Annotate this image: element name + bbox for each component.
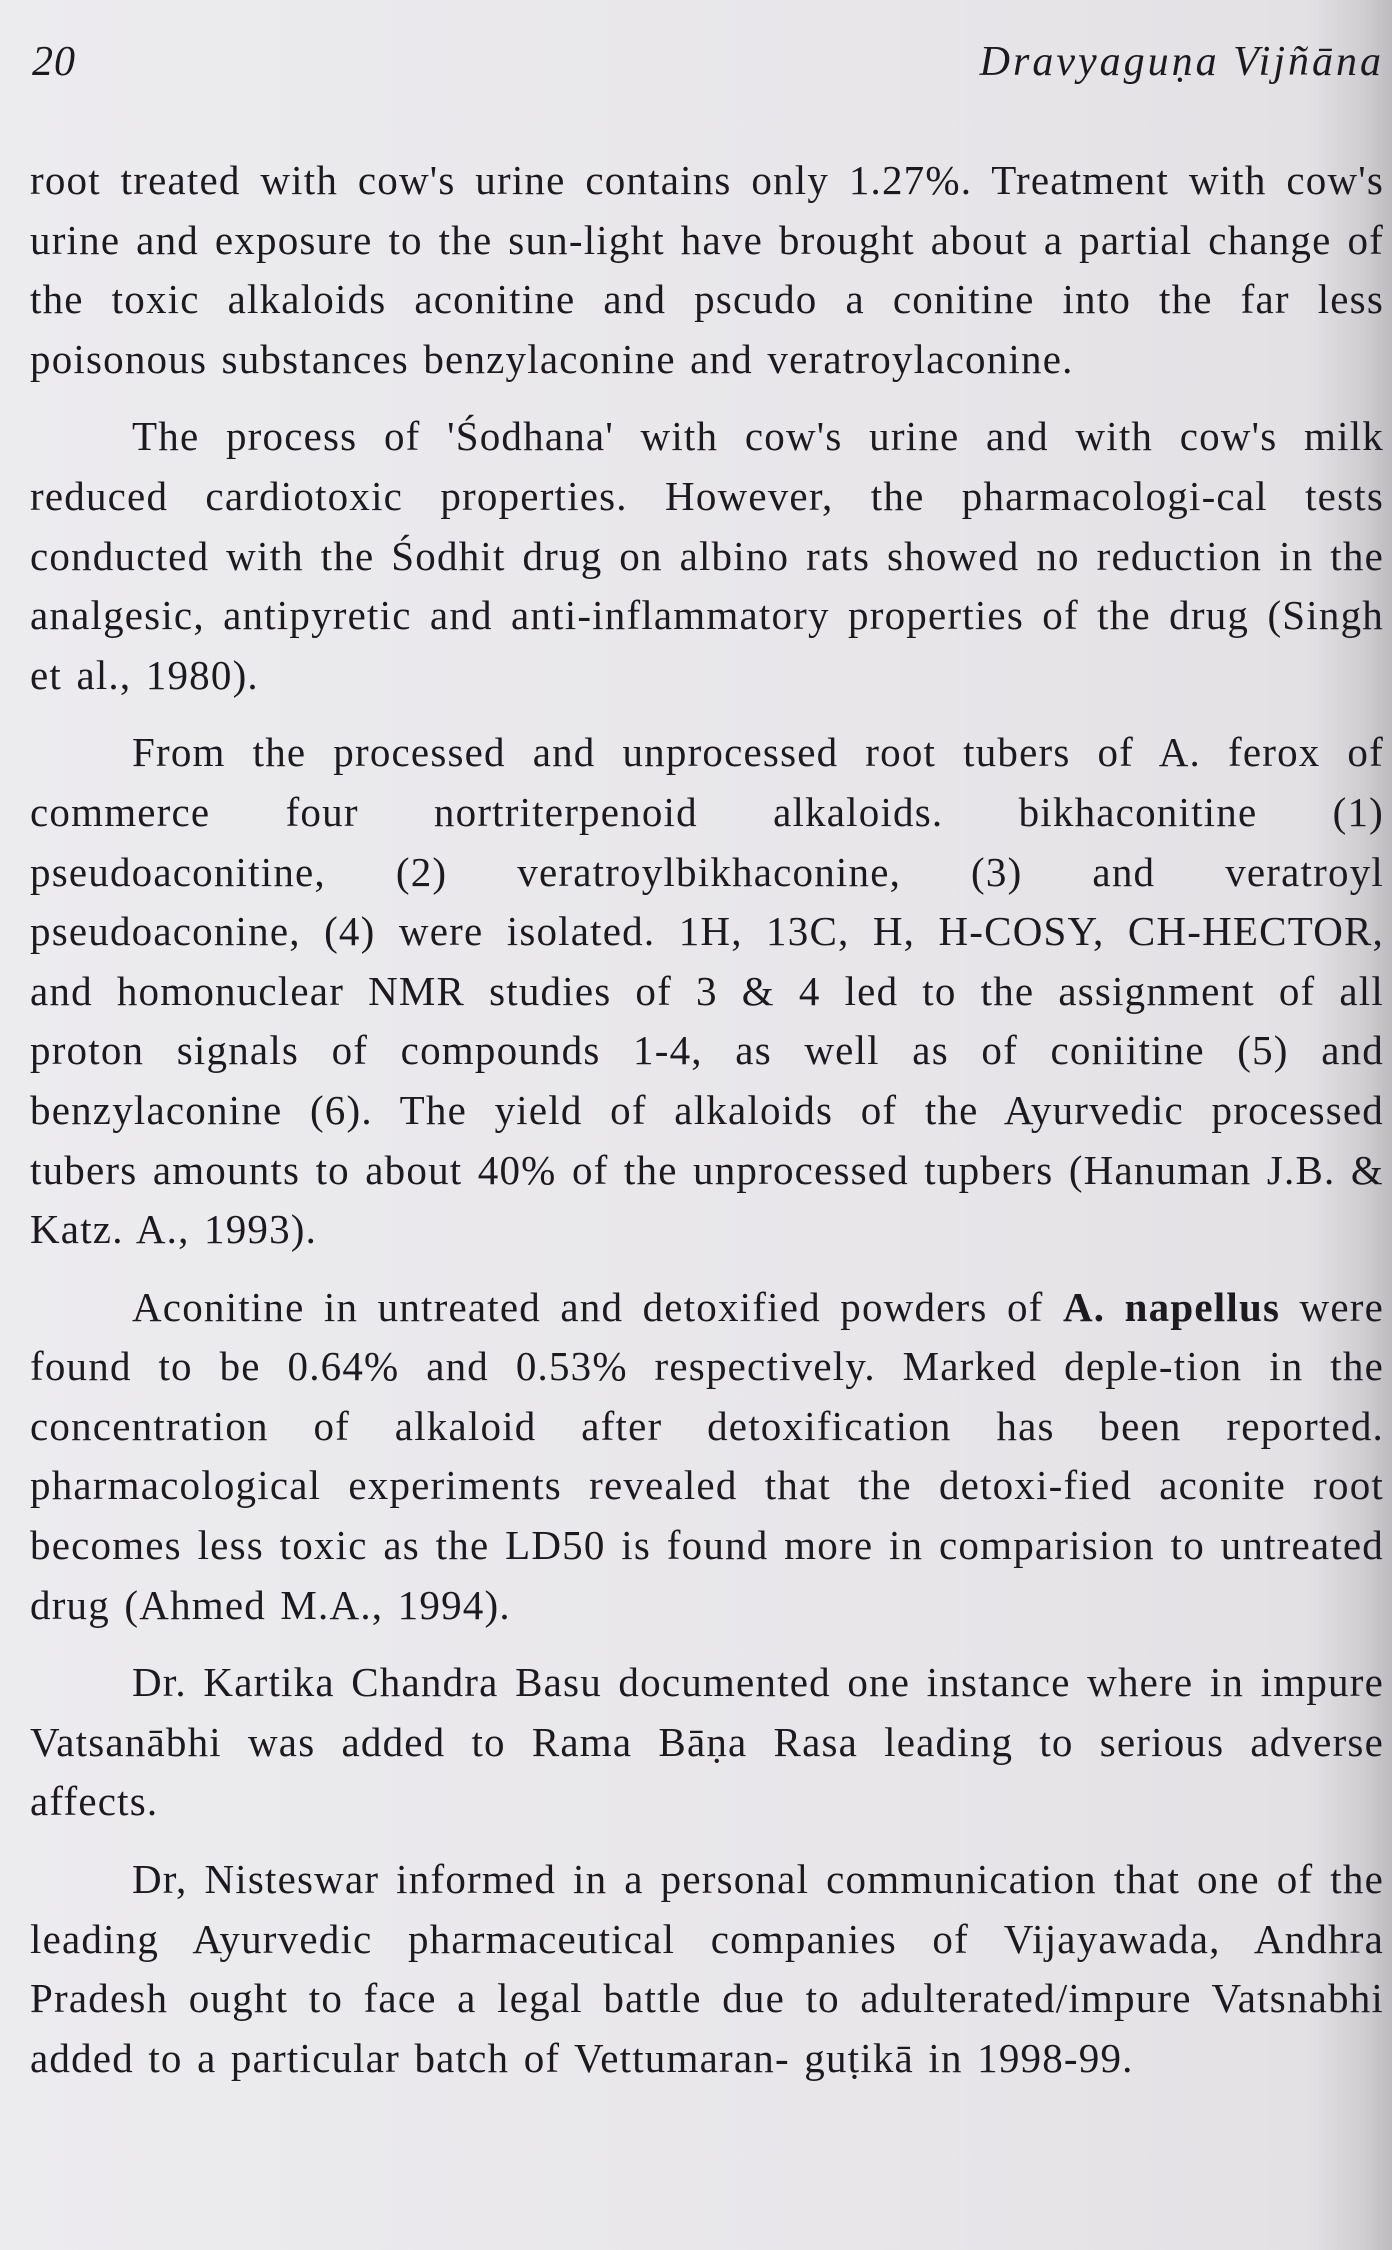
paragraph-5: Dr. Kartika Chandra Basu documented one instance where in impure Vatsanābhi was added to Rama Bāṇa Rasa leading to serious adverse affects. (30, 1659, 1384, 1825)
paragraph-3: From the processed and unprocessed root tubers of A. ferox of commerce four nortriterpenoid alkaloids. bikhaconitine (1) pseudoaconitine, (2) veratroylbikhaconine, (3) and veratroyl pseudoaconine, (4) were isolated. 1H, 13C, H, H-COSY, CH-HECTOR, and homonuclear NMR studies of 3 & 4 led to the assignment of all proton signals of compounds 1-4, as well as of coniitine (5) and benzylaconine (6). The yield of alkaloids of the Ayurvedic processed tubers amounts to about 40% of the unprocessed tupbers (Hanuman J.B. & Katz. A., 1993). (30, 729, 1384, 1253)
paragraph-4-lead: Aconitine in untreated and detoxified powders of (132, 1283, 1063, 1330)
paragraph-2: The process of 'Śodhana' with cow's urine and with cow's milk reduced cardiotoxic properties. However, the pharmacologi-cal tests conducted with the Śodhit drug on albino rats showed no reduction in the analgesic, antipyretic and anti-inflammatory properties of the drug (Singh et al., 1980). (30, 413, 1384, 698)
book-title: Dravyaguṇa Vijñāna (979, 39, 1384, 85)
paragraph-4-rest: were found to be 0.64% and 0.53% respectively. Marked deple-tion in the concentration of alkaloid after detoxification has been reported. pharmacological experiments revealed that the detoxi-fied aconite root becomes less toxic as the LD50 is found more in comparision to untreated drug (Ahmed M.A., 1994). (30, 1283, 1384, 1628)
species-name: A. napellus (1062, 1283, 1281, 1330)
paragraph-4 (30, 1278, 1384, 1636)
paragraph-1: root treated with cow's urine contains only 1.27%. Treatment with cow's urine and exposure to the sun-light have brought about a partial change of the toxic alkaloids aconitine and pscudo a conitine into the far less poisonous substances benzylaconine and veratroylaconine. (30, 157, 1384, 382)
paragraph-6: Dr, Nisteswar informed in a personal communication that one of the leading Ayurvedic pharmaceutical companies of Vijayawada, Andhra Pradesh ought to face a legal battle due to adulterated/impure Vatsnabhi added to a particular batch of Vettumaran- guṭikā in 1998-99. (30, 1856, 1384, 2081)
running-head (32, 38, 1384, 88)
body-text (30, 151, 1384, 2106)
page-number: 20 (32, 39, 76, 85)
